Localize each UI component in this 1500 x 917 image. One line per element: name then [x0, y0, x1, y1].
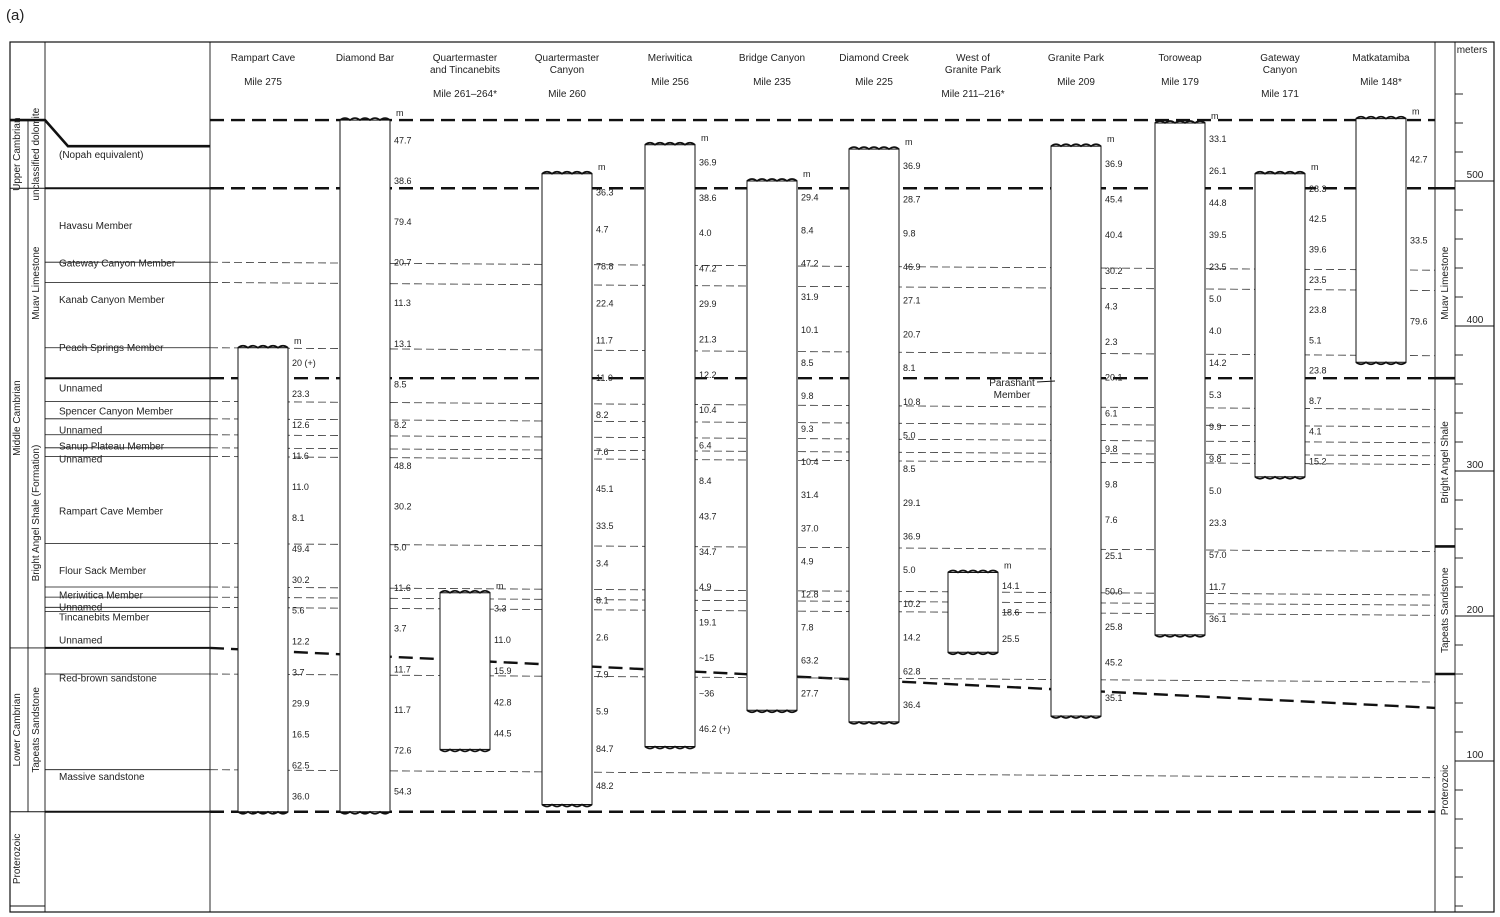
- section-name: West of: [956, 53, 990, 64]
- member-correlation: [210, 770, 1435, 778]
- unit-thickness: 44.5: [494, 728, 512, 739]
- unit-thickness: 15.2: [1309, 456, 1327, 467]
- section-mile: Mile 148*: [1360, 77, 1402, 88]
- m-mark: m: [496, 580, 504, 591]
- unit-thickness: 10.1: [801, 324, 819, 335]
- unit-thickness: 33.1: [1209, 133, 1227, 144]
- unit-thickness: 5.0: [903, 565, 916, 576]
- unit-thickness: 36.4: [903, 700, 921, 711]
- panel-label: (a): [6, 7, 25, 24]
- unit-thickness: 20.7: [394, 257, 412, 268]
- unit-thickness: 11.6: [394, 582, 411, 593]
- unit-thickness: 9.3: [801, 424, 814, 435]
- unit-thickness: 8.4: [699, 476, 712, 487]
- member-correlation: [210, 435, 1435, 443]
- m-mark: m: [1211, 111, 1219, 121]
- unit-thickness: 10.4: [801, 457, 819, 468]
- unit-thickness: 8.1: [292, 512, 305, 523]
- formation-label-bright-angel-shale: Bright Angel Shale (Formation): [31, 444, 42, 582]
- unit-thickness: 23.5: [1209, 261, 1227, 272]
- unit-thickness: 27.1: [903, 295, 921, 306]
- section-mile: Mile 171: [1261, 89, 1299, 100]
- unit-thickness: 14.2: [903, 632, 921, 643]
- unit-thickness: 8.2: [596, 409, 609, 420]
- m-mark: m: [294, 335, 302, 346]
- unit-thickness: 63.2: [801, 655, 819, 666]
- section-outline: [1155, 123, 1205, 635]
- section-name: Quartermaster: [432, 53, 498, 64]
- unit-thickness: 8.1: [903, 363, 916, 374]
- unit-thickness: 36.9: [903, 531, 921, 542]
- member-name-6: Spencer Canyon Member: [59, 406, 173, 418]
- unit-thickness: 28.3: [1309, 183, 1327, 194]
- m-mark: m: [396, 108, 404, 119]
- unit-thickness: 10.8: [903, 396, 921, 407]
- unit-thickness: 23.3: [292, 389, 310, 400]
- unit-thickness: 54.3: [394, 786, 412, 797]
- unit-thickness: 4.0: [699, 228, 712, 239]
- unit-thickness: 25.1: [1105, 550, 1123, 561]
- section-name: Granite Park: [1047, 53, 1105, 64]
- section-mile: Mile 261–264*: [433, 89, 497, 100]
- unit-thickness: 11.7: [394, 705, 411, 716]
- m-mark: m: [1412, 106, 1420, 117]
- m-mark: m: [1311, 161, 1319, 172]
- unit-thickness: 78.8: [596, 261, 614, 272]
- unit-thickness: 31.4: [801, 490, 819, 501]
- scale-unit: meters: [1456, 45, 1488, 56]
- unit-thickness: 36.9: [903, 160, 921, 171]
- member-correlation: [210, 607, 1435, 618]
- member-name-0: (Nopah equivalent): [59, 149, 144, 161]
- parashant-callout-line2: Member: [993, 390, 1031, 401]
- unit-thickness: 3.7: [292, 667, 305, 678]
- unit-thickness: 33.5: [1410, 235, 1428, 246]
- unit-thickness: 40.4: [1105, 230, 1123, 241]
- m-mark: m: [905, 137, 913, 148]
- unit-thickness: 42.8: [494, 697, 512, 708]
- unit-thickness: 20.1: [1105, 372, 1123, 383]
- section-name: Bridge Canyon: [738, 53, 806, 64]
- section-outline: [645, 145, 695, 747]
- section-mile: Mile 235: [753, 77, 791, 88]
- member-correlation: [210, 348, 1435, 356]
- section-9: [1155, 53, 1227, 637]
- section-mile: Mile 275: [244, 77, 282, 88]
- section-mile: Mile 209: [1057, 77, 1095, 88]
- unit-thickness: 16.5: [292, 729, 310, 740]
- formation-label-muav-limestone: Muav Limestone: [31, 246, 42, 320]
- section-outline: [1051, 146, 1101, 716]
- unit-thickness: 11.0: [494, 634, 511, 645]
- unit-thickness: 62.8: [903, 666, 921, 677]
- member-name-15: Unnamed: [59, 635, 103, 647]
- section-mile: Mile 256: [651, 77, 689, 88]
- section-outline: [238, 348, 288, 812]
- unit-thickness: 20.7: [903, 329, 921, 340]
- unit-thickness: 14.2: [1209, 357, 1227, 368]
- unit-thickness: 33.5: [596, 521, 614, 532]
- right-unit-label-3: Proterozoic: [1440, 764, 1451, 816]
- unit-thickness: 8.5: [903, 464, 916, 475]
- unit-thickness: 84.7: [596, 743, 614, 754]
- section-10: [1255, 53, 1327, 479]
- section-mile: Mile 179: [1161, 77, 1199, 88]
- member-correlation: [210, 401, 1435, 409]
- section-2: [430, 53, 512, 751]
- unit-thickness: 7.6: [1105, 515, 1118, 526]
- age-label-lower-cambrian: Lower Cambrian: [12, 693, 23, 767]
- member-name-7: Unnamed: [59, 425, 103, 437]
- section-name: Meriwitica: [647, 53, 693, 64]
- unit-thickness: 47.2: [801, 258, 819, 269]
- unit-thickness: 39.5: [1209, 229, 1227, 240]
- unit-thickness: 28.7: [903, 194, 921, 205]
- unit-thickness: 15.9: [494, 666, 512, 677]
- section-name: Canyon: [549, 65, 585, 76]
- unit-thickness: 35.1: [1105, 693, 1123, 704]
- unit-thickness: 72.6: [394, 745, 412, 756]
- unit-thickness: 11.3: [394, 298, 411, 309]
- unit-thickness: 4.3: [1105, 301, 1118, 312]
- unit-thickness: 12.2: [699, 369, 717, 380]
- parashant-callout-line1: Parashant: [989, 378, 1035, 389]
- section-8: [1048, 53, 1123, 718]
- unit-thickness: 2.3: [1105, 337, 1118, 348]
- scale-label-200: 200: [1466, 605, 1484, 616]
- member-correlation: [210, 283, 1435, 291]
- unit-thickness: 45.1: [596, 484, 614, 495]
- unit-thickness: 47.7: [394, 135, 412, 146]
- unit-thickness: 23.5: [1309, 274, 1327, 285]
- unit-thickness: 57.0: [1209, 549, 1227, 560]
- unit-thickness: 27.7: [801, 688, 819, 699]
- section-outline: [542, 174, 592, 805]
- member-name-4: Peach Springs Member: [59, 342, 164, 354]
- unit-thickness: 7.9: [596, 669, 609, 680]
- unit-thickness: 3.3: [494, 603, 507, 614]
- unit-thickness: 4.0: [1209, 325, 1222, 336]
- unit-thickness: 5.3: [1209, 389, 1222, 400]
- formation-label-unclassified-dolomite: unclassified dolomite: [31, 107, 42, 201]
- unit-thickness: 8.5: [394, 379, 407, 390]
- unit-thickness: 62.5: [292, 760, 310, 771]
- unit-thickness: 23.8: [1309, 365, 1327, 376]
- unit-thickness: 10.2: [903, 598, 921, 609]
- member-name-13: Unnamed: [59, 602, 103, 614]
- section-11: [1352, 53, 1427, 364]
- section-name: Rampart Cave: [230, 53, 296, 64]
- unit-thickness: 19.1: [699, 617, 717, 628]
- section-6: [839, 53, 920, 724]
- unit-thickness: 30.2: [292, 574, 310, 585]
- unit-thickness: 2.6: [596, 632, 609, 643]
- unit-thickness: 36.3: [596, 187, 614, 198]
- section-4: [645, 53, 730, 749]
- scale-label-400: 400: [1466, 315, 1484, 326]
- m-mark: m: [598, 161, 606, 172]
- unit-thickness: 11.0: [596, 372, 613, 383]
- unit-thickness: 20 (+): [292, 358, 316, 369]
- unit-thickness: 29.9: [292, 698, 310, 709]
- age-label-proterozoic: Proterozoic: [12, 833, 23, 885]
- member-name-12: Meriwitica Member: [59, 590, 143, 602]
- unit-thickness: 49.4: [292, 543, 310, 554]
- unit-thickness: 11.0: [292, 481, 309, 492]
- unit-thickness: 5.6: [292, 605, 305, 616]
- unit-thickness: 9.8: [1105, 443, 1118, 454]
- section-outline: [849, 149, 899, 722]
- unit-thickness: 31.9: [801, 291, 819, 302]
- m-mark: m: [701, 132, 709, 143]
- member-name-8: Sanup Plateau Member: [59, 441, 165, 453]
- unit-thickness: 43.7: [699, 511, 717, 522]
- section-outline: [948, 573, 998, 653]
- m-mark: m: [1107, 134, 1115, 145]
- unit-thickness: 39.6: [1309, 244, 1327, 255]
- unit-thickness: 26.1: [1209, 165, 1227, 176]
- unit-thickness: 8.2: [394, 420, 407, 431]
- member-name-2: Gateway Canyon Member: [59, 258, 176, 270]
- section-name: Gateway: [1260, 53, 1300, 64]
- unit-thickness: 25.5: [1002, 633, 1020, 644]
- unit-thickness: 29.1: [903, 497, 921, 508]
- unit-thickness: 42.7: [1410, 154, 1428, 165]
- unit-thickness: ~36: [699, 688, 715, 699]
- unit-thickness: 18.6: [1002, 607, 1020, 618]
- unit-thickness: 46.2 (+): [699, 723, 731, 734]
- unit-thickness: 46.9: [903, 262, 921, 273]
- unit-thickness: 10.4: [699, 405, 717, 416]
- unit-thickness: 48.8: [394, 460, 412, 471]
- unit-thickness: 9.8: [903, 228, 916, 239]
- unit-thickness: 4.9: [801, 556, 814, 567]
- unit-thickness: 79.4: [394, 216, 412, 227]
- unit-thickness: 8.1: [596, 595, 609, 606]
- unit-thickness: 5.0: [394, 542, 407, 553]
- unit-thickness: 30.2: [394, 501, 412, 512]
- member-name-1: Havasu Member: [59, 220, 133, 232]
- section-name: Toroweap: [1158, 53, 1202, 64]
- section-5: [739, 53, 819, 712]
- unit-thickness: 8.5: [801, 357, 814, 368]
- age-label-upper-cambrian: Upper Cambrian: [12, 117, 23, 191]
- section-outline: [1255, 174, 1305, 477]
- unit-thickness: 48.2: [596, 780, 614, 791]
- section-mile: Mile 225: [855, 77, 893, 88]
- formation-label-tapeats-sandstone: Tapeats Sandstone: [31, 687, 42, 773]
- unit-thickness: 79.6: [1410, 316, 1428, 327]
- member-correlation: [210, 448, 1435, 456]
- meter-scale: [1455, 45, 1494, 906]
- scale-label-100: 100: [1466, 750, 1484, 761]
- unit-thickness: 36.1: [1209, 613, 1227, 624]
- unit-thickness: 34.7: [699, 546, 717, 557]
- unit-thickness: 7.6: [596, 447, 609, 458]
- unit-thickness: 45.2: [1105, 657, 1123, 668]
- member-name-3: Kanab Canyon Member: [59, 294, 165, 306]
- section-1: [336, 53, 412, 814]
- section-name: Matkatamiba: [1352, 53, 1410, 64]
- section-name: Diamond Bar: [335, 53, 395, 64]
- unit-thickness: 6.1: [1105, 408, 1118, 419]
- section-name: Canyon: [1262, 65, 1298, 76]
- unit-thickness: 12.6: [292, 420, 310, 431]
- unit-thickness: 5.9: [596, 706, 609, 717]
- unit-thickness: 45.4: [1105, 194, 1123, 205]
- section-outline: [1356, 119, 1406, 363]
- unit-thickness: 25.8: [1105, 622, 1123, 633]
- unit-thickness: 14.1: [1002, 580, 1020, 591]
- unit-thickness: 13.1: [394, 338, 412, 349]
- unit-thickness: 36.9: [699, 157, 717, 168]
- unit-thickness: 29.4: [801, 192, 819, 203]
- unit-thickness: 5.0: [1209, 293, 1222, 304]
- member-correlation: [210, 597, 1435, 605]
- unit-thickness: 38.6: [699, 192, 717, 203]
- member-name-17: Massive sandstone: [59, 771, 145, 783]
- right-unit-label-0: Muav Limestone: [1440, 246, 1451, 320]
- member-name-9: Unnamed: [59, 454, 103, 466]
- scale-label-500: 500: [1466, 170, 1484, 181]
- unit-thickness: 23.8: [1309, 305, 1327, 316]
- m-mark: m: [1004, 560, 1012, 571]
- unit-thickness: 9.9: [1209, 421, 1222, 432]
- unit-thickness: 29.9: [699, 299, 717, 310]
- unit-thickness: 9.8: [1105, 479, 1118, 490]
- unit-thickness: ~15: [699, 653, 715, 664]
- unit-thickness: 9.8: [801, 391, 814, 402]
- member-name-10: Rampart Cave Member: [59, 506, 163, 518]
- unit-thickness: 44.8: [1209, 197, 1227, 208]
- section-3: [535, 53, 614, 807]
- unit-thickness: 4.7: [596, 224, 609, 235]
- section-mile: Mile 211–216*: [941, 89, 1005, 100]
- unit-thickness: 11.7: [394, 664, 411, 675]
- section-name: and Tincanebits: [429, 65, 501, 76]
- unit-thickness: 6.4: [699, 440, 712, 451]
- unit-thickness: 21.3: [699, 334, 717, 345]
- section-name: Diamond Creek: [839, 53, 909, 64]
- unit-thickness: 5.0: [903, 430, 916, 441]
- age-label-middle-cambrian: Middle Cambrian: [12, 380, 23, 456]
- section-0: [231, 53, 316, 814]
- unit-thickness: 4.1: [1309, 426, 1322, 437]
- section-name: Granite Park: [944, 65, 1002, 76]
- unit-thickness: 11.6: [292, 451, 309, 462]
- member-name-14: Tincanebits Member: [59, 612, 150, 624]
- section-7: [941, 53, 1019, 654]
- unit-thickness: 50.6: [1105, 586, 1123, 597]
- unit-thickness: 3.7: [394, 623, 407, 634]
- unit-thickness: 5.1: [1309, 335, 1322, 346]
- unit-thickness: 5.0: [1209, 485, 1222, 496]
- section-outline: [440, 593, 490, 750]
- unit-thickness: 30.2: [1105, 265, 1123, 276]
- member-correlation: [210, 674, 1435, 682]
- unit-thickness: 36.0: [292, 791, 310, 802]
- unit-thickness: 23.3: [1209, 517, 1227, 528]
- member-name-11: Flour Sack Member: [59, 566, 147, 578]
- unit-thickness: 47.2: [699, 263, 717, 274]
- unit-thickness: 11.7: [596, 335, 613, 346]
- unit-thickness: 8.4: [801, 225, 814, 236]
- right-unit-label-2: Tapeats Sandstone: [1440, 567, 1451, 654]
- unit-thickness: 12.2: [292, 636, 310, 647]
- unit-thickness: 42.5: [1309, 214, 1327, 225]
- unit-thickness: 8.7: [1309, 396, 1322, 407]
- unit-thickness: 37.0: [801, 523, 819, 534]
- m-mark: m: [803, 169, 811, 179]
- unit-thickness: 4.9: [699, 582, 712, 593]
- unit-thickness: 22.4: [596, 298, 614, 309]
- right-unit-label-1: Bright Angel Shale: [1440, 421, 1451, 504]
- section-name: Quartermaster: [534, 53, 600, 64]
- unit-thickness: 12.8: [801, 589, 819, 600]
- unit-thickness: 9.8: [1209, 453, 1222, 464]
- unit-thickness: 3.4: [596, 558, 609, 569]
- section-mile: Mile 260: [548, 89, 586, 100]
- section-outline: [747, 181, 797, 710]
- unit-thickness: 7.8: [801, 622, 814, 633]
- unit-thickness: 36.9: [1105, 159, 1123, 170]
- member-name-16: Red-brown sandstone: [59, 673, 157, 685]
- member-names-column: [45, 150, 210, 812]
- unit-thickness: 11.7: [1209, 581, 1226, 592]
- member-name-5: Unnamed: [59, 383, 103, 395]
- unit-thickness: 38.6: [394, 176, 412, 187]
- section-outline: [340, 120, 390, 812]
- right-unit-column: [1435, 188, 1455, 815]
- scale-label-300: 300: [1466, 460, 1484, 471]
